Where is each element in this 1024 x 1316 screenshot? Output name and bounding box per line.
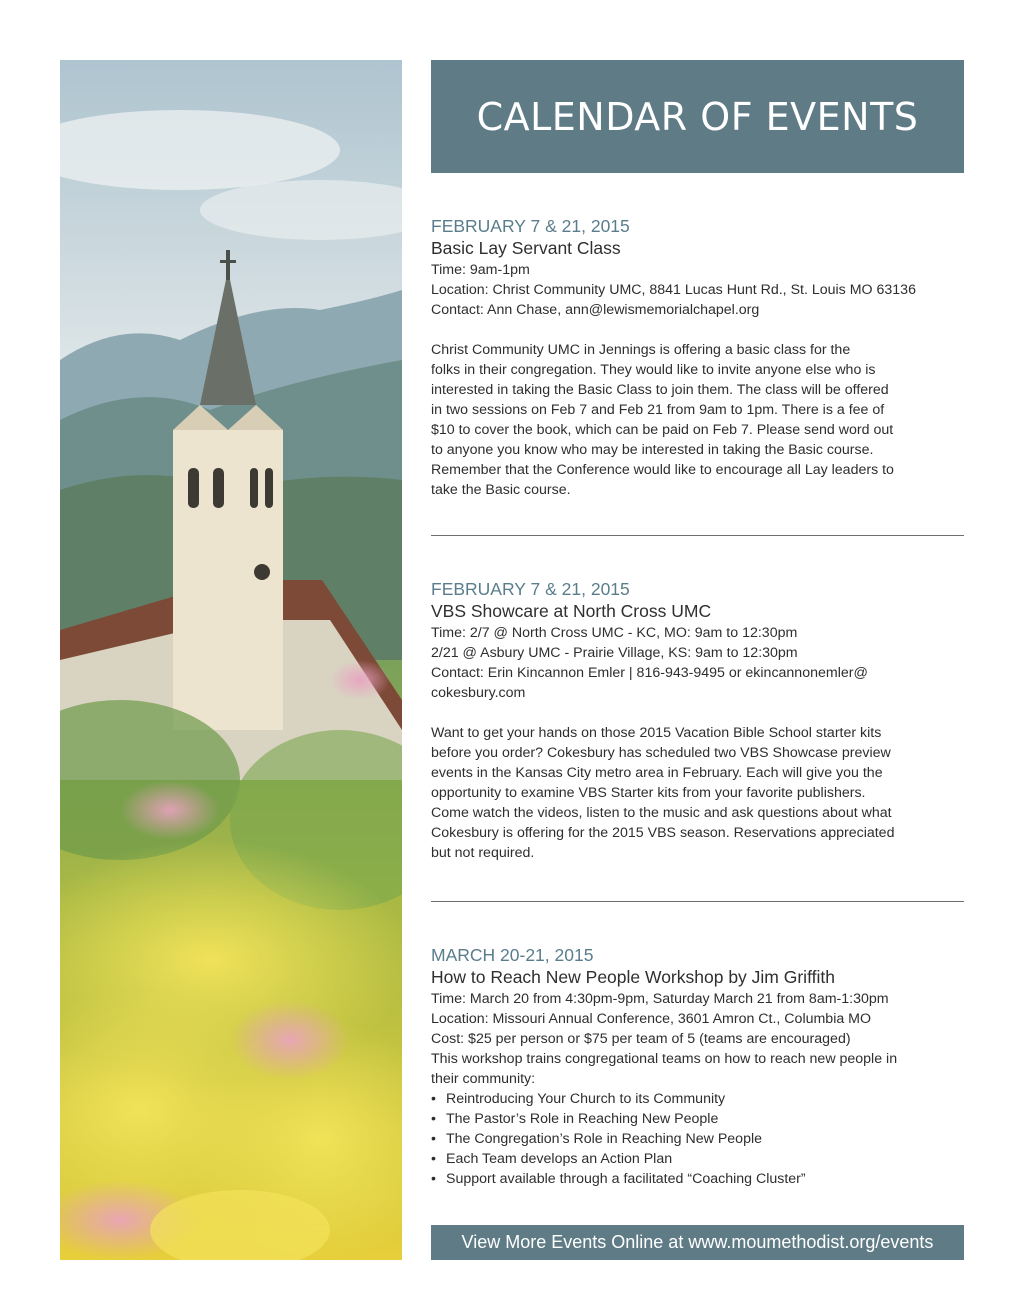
- view-more-events-link[interactable]: View More Events Online at www.moumethodist.org/events: [461, 1232, 934, 1252]
- description-line: Come watch the videos, listen to the music and ask questions about what: [431, 805, 892, 821]
- event-reach-new-people: [431, 944, 964, 1189]
- description-line: Christ Community UMC in Jennings is offering a basic class for the: [431, 342, 851, 358]
- description-line: Remember that the Conference would like to encourage all Lay leaders to: [431, 462, 894, 478]
- list-item: • Each Team develops an Action Plan: [431, 1149, 964, 1169]
- event-vbs-showcase: [431, 578, 964, 863]
- list-item: • The Congregation’s Role in Reaching New People: [431, 1129, 964, 1149]
- event-cost: Cost: $25 per person or $75 per team of 5 (teams are encouraged): [431, 1031, 851, 1047]
- divider: [431, 535, 964, 536]
- description-line: Cokesbury is offering for the 2015 VBS season. Reservations appreciated: [431, 825, 895, 841]
- description-line: Want to get your hands on those 2015 Vacation Bible School starter kits: [431, 725, 882, 741]
- event-topics-list: [431, 1089, 964, 1189]
- event-title: VBS Showcare at North Cross UMC: [431, 601, 712, 621]
- description-line: folks in their congregation. They would like to invite anyone else who is: [431, 362, 876, 378]
- description-line: in two sessions on Feb 7 and Feb 21 from 9am to 1pm. There is a fee of: [431, 402, 885, 418]
- page-title: CALENDAR OF EVENTS: [476, 94, 919, 139]
- event-description: [431, 723, 964, 863]
- description-line: interested in taking the Basic Class to join them. The class will be offered: [431, 382, 889, 398]
- list-item: • The Pastor’s Role in Reaching New People: [431, 1109, 964, 1129]
- list-item: • Reintroducing Your Church to its Community: [431, 1089, 964, 1109]
- description-line: events in the Kansas City metro area in February. Each will give you the: [431, 765, 883, 781]
- event-title: Basic Lay Servant Class: [431, 238, 621, 258]
- calendar-header: [431, 60, 964, 173]
- description-line: but not required.: [431, 845, 535, 861]
- event-title: How to Reach New People Workshop by Jim Griffith: [431, 967, 835, 987]
- description-line: before you order? Cokesbury has scheduled two VBS Showcase preview: [431, 745, 891, 761]
- event-description: [431, 340, 964, 500]
- view-more-events-banner[interactable]: [431, 1225, 964, 1260]
- event-contact: Contact: Ann Chase, ann@lewismemorialchapel.org: [431, 302, 760, 318]
- event-contact-cont: cokesbury.com: [431, 685, 526, 701]
- description-line: opportunity to examine VBS Starter kits from your favorite publishers.: [431, 785, 866, 801]
- event-time: Time: March 20 from 4:30pm-9pm, Saturday March 21 from 8am-1:30pm: [431, 991, 889, 1007]
- description-line: take the Basic course.: [431, 482, 571, 498]
- event-date: FEBRUARY 7 & 21, 2015: [431, 216, 630, 236]
- event-basic-lay-servant: [431, 215, 964, 500]
- event-time: Time: 9am-1pm: [431, 262, 530, 278]
- description-line: $10 to cover the book, which can be paid on Feb 7. Please send word out: [431, 422, 894, 438]
- event-contact: Contact: Erin Kincannon Emler | 816-943-9495 or ekincannonemler@: [431, 665, 868, 681]
- list-item: • Support available through a facilitated “Coaching Cluster”: [431, 1169, 964, 1189]
- event-time-second: 2/21 @ Asbury UMC - Prairie Village, KS: 9am to 12:30pm: [431, 645, 798, 661]
- event-time: Time: 2/7 @ North Cross UMC - KC, MO: 9am to 12:30pm: [431, 625, 798, 641]
- divider: [431, 901, 964, 902]
- event-summary: This workshop trains congregational teams on how to reach new people in: [431, 1051, 898, 1067]
- event-date: MARCH 20-21, 2015: [431, 945, 594, 965]
- description-line: to anyone you know who may be interested in taking the Basic course.: [431, 442, 874, 458]
- event-location: Location: Missouri Annual Conference, 3601 Amron Ct., Columbia MO: [431, 1011, 872, 1027]
- event-date: FEBRUARY 7 & 21, 2015: [431, 579, 630, 599]
- event-summary-cont: their community:: [431, 1071, 536, 1087]
- event-location: Location: Christ Community UMC, 8841 Lucas Hunt Rd., St. Louis MO 63136: [431, 282, 916, 298]
- church-steeple-photo: [60, 60, 402, 1260]
